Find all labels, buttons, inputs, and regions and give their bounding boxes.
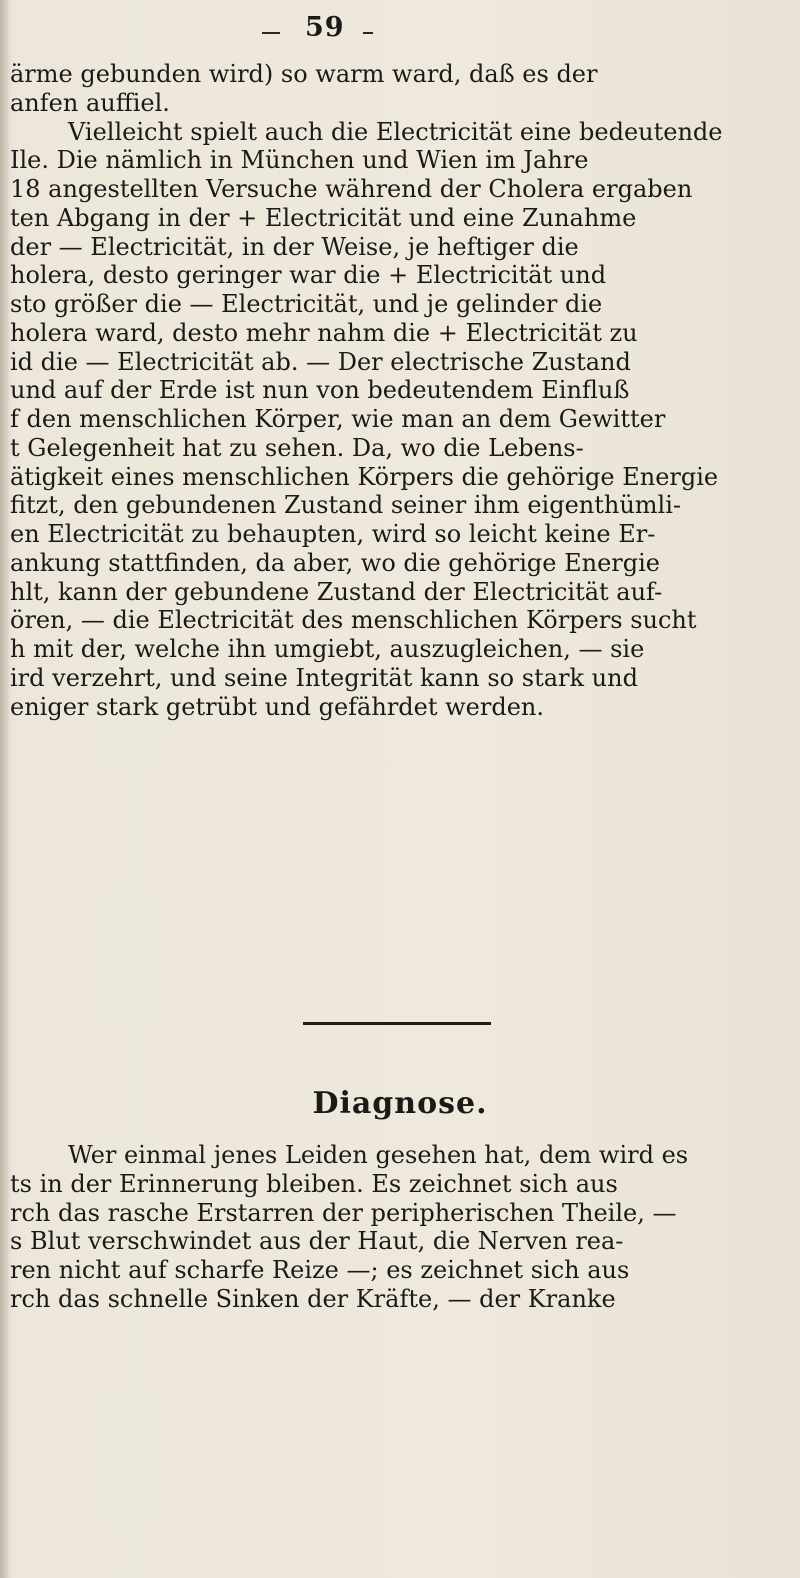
text-line: anfen auffiel. — [10, 88, 170, 117]
text-line: rch das schnelle Sinken der Kräfte, — der Kranke — [10, 1284, 616, 1313]
header-dash-right — [363, 32, 373, 34]
text-line: en Electricität zu behaupten, wird so leicht keine Er- — [10, 520, 656, 548]
section-heading: Diagnose. — [312, 1086, 488, 1121]
text-line: ätigkeit eines menschlichen Körpers die gehörige Energie — [10, 462, 719, 491]
text-line: t Gelegenheit hat zu sehen. Da, wo die Lebens- — [10, 433, 584, 462]
page-number: 59 — [305, 12, 345, 43]
text-line: ören, — die Electricität des menschlichen Körpers sucht — [10, 606, 697, 635]
section-divider — [303, 1022, 491, 1025]
text-line: h mit der, welche ihn umgiebt, auszugleichen, — sie — [10, 635, 645, 663]
text-line: rch das rasche Erstarren der peripherischen Theile, — — [10, 1198, 677, 1227]
text-line: ird verzehrt, und seine Integrität kann so stark und — [10, 663, 638, 692]
text-line: und auf der Erde ist nun von bedeutendem Einfluß — [10, 376, 630, 405]
text-line: sto größer die — Electricität, und je gelinder die — [10, 290, 603, 318]
text-line: Wer einmal jenes Leiden gesehen hat, dem wird es — [68, 1141, 689, 1169]
text-line: f den menschlichen Körper, wie man an dem Gewitter — [10, 405, 666, 433]
paragraph-diagnosis — [10, 1141, 790, 1314]
text-line: Vielleicht spielt auch die Electricität eine bedeutende — [68, 117, 723, 146]
text-line: ankung stattfinden, da aber, wo die gehörige Energie — [10, 548, 660, 577]
text-line: s Blut verschwindet aus der Haut, die Nerven rea- — [10, 1227, 624, 1256]
text-line: holera, desto geringer war die + Electricität und — [10, 261, 607, 290]
header-dash-left — [262, 32, 280, 34]
page-header — [0, 12, 800, 52]
text-line: der — Electricität, in der Weise, je heftiger die — [10, 232, 579, 261]
text-line: id die — Electricität ab. — Der electrische Zustand — [10, 347, 631, 376]
text-line: eniger stark getrübt und gefährdet werden. — [10, 692, 544, 721]
text-line: fitzt, den gebundenen Zustand seiner ihm eigenthümli- — [10, 491, 682, 520]
text-line: ten Abgang in der + Electricität und eine Zunahme — [10, 203, 637, 232]
text-line: holera ward, desto mehr nahm die + Electricität zu — [10, 318, 638, 347]
text-line: Ile. Die nämlich in München und Wien im Jahre — [10, 146, 589, 175]
text-line: ts in der Erinnerung bleiben. Es zeichnet sich aus — [10, 1169, 618, 1198]
binding-shadow — [0, 0, 10, 1578]
text-line: ärme gebunden wird) so warm ward, daß es der — [10, 60, 598, 88]
paragraph-electricity — [10, 60, 790, 721]
text-line: hlt, kann der gebundene Zustand der Electricität auf- — [10, 577, 663, 606]
text-line: 18 angestellten Versuche während der Cholera ergaben — [10, 175, 693, 203]
text-line: ren nicht auf scharfe Reize —; es zeichnet sich aus — [10, 1256, 630, 1284]
